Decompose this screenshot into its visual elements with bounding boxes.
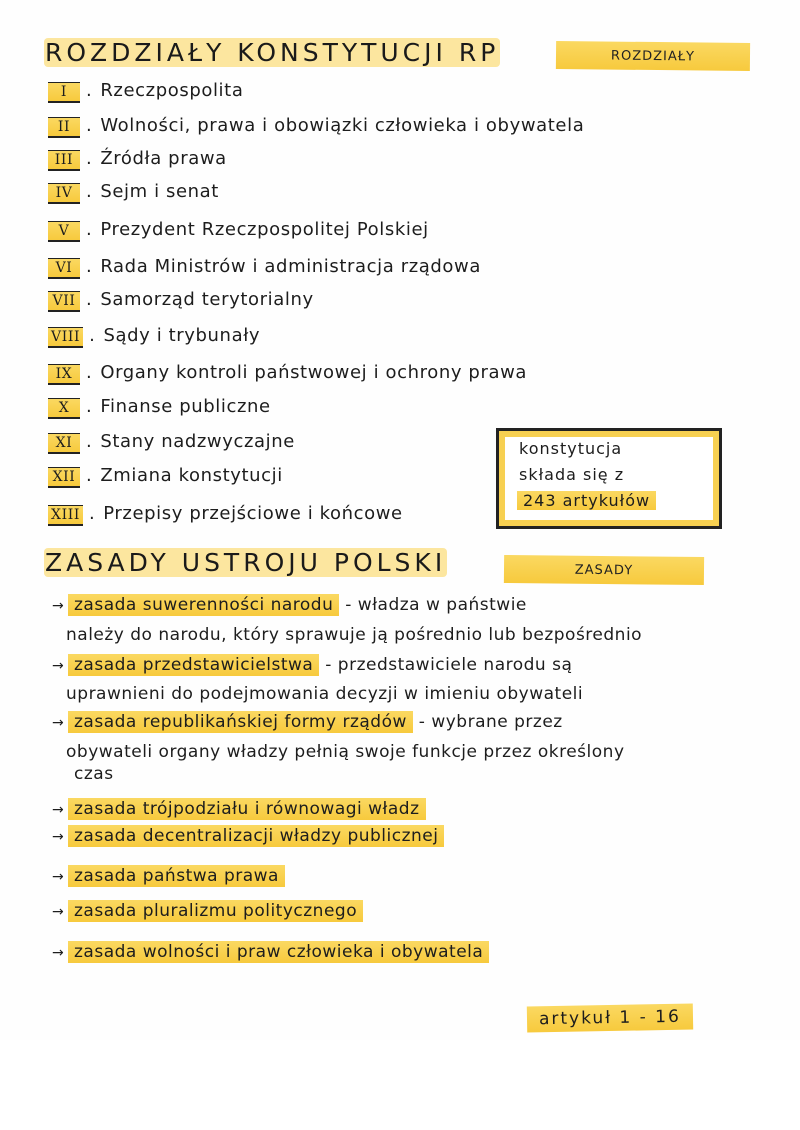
- principle-name: zasada suwerenności narodu: [68, 594, 339, 616]
- roman-numeral: IX: [48, 364, 80, 385]
- principle-desc: - przedstawiciele narodu są: [319, 655, 573, 675]
- principle-continuation: czas: [74, 764, 114, 784]
- roman-numeral: VI: [48, 258, 80, 279]
- chapter-label: Przepisy przejściowe i końcowe: [103, 503, 403, 524]
- chapter-label: Organy kontroli państwowej i ochrony prawa: [100, 362, 528, 383]
- principle-item: [52, 866, 285, 886]
- principle-name: zasada pluralizmu politycznego: [68, 900, 363, 922]
- arrow-icon: →: [52, 904, 65, 920]
- info-line-2: składa się z: [519, 465, 625, 484]
- chapter-label: Sejm i senat: [100, 181, 219, 202]
- arrow-icon: →: [52, 715, 65, 731]
- principle-item: [52, 655, 572, 675]
- principle-item: [52, 712, 563, 732]
- chapter-label: Wolności, prawa i obowiązki człowieka i obywatela: [100, 115, 585, 136]
- chapter-label: Stany nadzwyczajne: [100, 431, 295, 452]
- chapter-item: VII . Samorząd terytorialny: [48, 289, 314, 312]
- chapter-label: Rzeczpospolita: [100, 80, 244, 101]
- principle-continuation: należy do narodu, który sprawuje ją pośrednio lub bezpośrednio: [66, 625, 643, 645]
- principle-name: zasada trójpodziału i równowagi władz: [68, 798, 426, 820]
- roman-numeral: I: [48, 82, 80, 103]
- roman-numeral: VIII: [48, 327, 83, 348]
- arrow-icon: →: [52, 802, 65, 818]
- roman-numeral: XII: [48, 467, 80, 488]
- principle-item: [52, 595, 527, 615]
- chapter-item: XI . Stany nadzwyczajne: [48, 431, 295, 454]
- chapter-item: V . Prezydent Rzeczpospolitej Polskiej: [48, 219, 429, 242]
- principle-item: [52, 942, 489, 962]
- chapter-item: X . Finanse publiczne: [48, 396, 271, 419]
- principle-name: zasada decentralizacji władzy publicznej: [68, 825, 444, 847]
- arrow-icon: →: [52, 598, 65, 614]
- principle-desc: - wybrane przez: [412, 712, 563, 732]
- principle-item: [52, 799, 426, 819]
- principle-item: [52, 901, 363, 921]
- chapter-label: Prezydent Rzeczpospolitej Polskiej: [100, 219, 429, 240]
- chapter-item: I . Rzeczpospolita: [48, 80, 243, 103]
- principle-continuation: obywateli organy władzy pełnią swoje funkcje przez określony: [66, 742, 625, 762]
- title-text: ROZDZIAŁY KONSTYTUCJI RP: [45, 38, 500, 67]
- section-title-principles: [44, 548, 447, 577]
- chapter-item: IX . Organy kontroli państwowej i ochrony prawa: [48, 362, 527, 385]
- chapter-item: IV . Sejm i senat: [48, 181, 219, 204]
- roman-numeral: XIII: [48, 505, 83, 526]
- roman-numeral: II: [48, 117, 80, 138]
- roman-numeral: X: [48, 398, 80, 419]
- roman-numeral: V: [48, 221, 80, 242]
- page-margin: [0, 1040, 800, 1130]
- chapter-item: III . Źródła prawa: [48, 148, 227, 171]
- chapter-item: XII . Zmiana konstytucji: [48, 465, 283, 488]
- section-title-chapters: [44, 38, 500, 67]
- arrow-icon: →: [52, 869, 65, 885]
- arrow-icon: →: [52, 658, 65, 674]
- chapter-label: Rada Ministrów i administracja rządowa: [100, 256, 481, 277]
- principle-desc: - władza w państwie: [339, 595, 527, 615]
- principle-continuation: uprawnieni do podejmowania decyzji w imieniu obywateli: [66, 684, 584, 704]
- principle-name: zasada państwa prawa: [68, 865, 285, 887]
- chapter-item: VIII . Sądy i trybunały: [48, 325, 260, 348]
- principle-item: [52, 826, 444, 846]
- chapter-item: XIII . Przepisy przejściowe i końcowe: [48, 503, 403, 526]
- info-line-1: konstytucja: [519, 439, 623, 458]
- principle-name: zasada wolności i praw człowieka i obywatela: [68, 941, 489, 963]
- roman-numeral: III: [48, 150, 80, 171]
- constitution-info-box: [496, 428, 722, 529]
- roman-numeral: VII: [48, 291, 80, 312]
- chapter-item: VI . Rada Ministrów i administracja rządowa: [48, 256, 481, 279]
- chapter-label: Finanse publiczne: [100, 396, 271, 417]
- chapter-label: Zmiana konstytucji: [100, 465, 283, 486]
- chapter-label: Samorząd terytorialny: [100, 289, 314, 310]
- title-text: ZASADY USTROJU POLSKI: [45, 548, 447, 577]
- article-range-tag: artykuł 1 - 16: [527, 1004, 693, 1033]
- section-tag-chapters: ROZDZIAŁY: [556, 41, 750, 71]
- chapter-item: II . Wolności, prawa i obowiązki człowieka i obywatela: [48, 115, 584, 138]
- arrow-icon: →: [52, 945, 65, 961]
- info-line-3: 243 artykułów: [517, 491, 656, 510]
- roman-numeral: IV: [48, 183, 80, 204]
- arrow-icon: →: [52, 829, 65, 845]
- section-tag-principles: ZASADY: [504, 555, 704, 585]
- roman-numeral: XI: [48, 433, 80, 454]
- principle-name: zasada przedstawicielstwa: [68, 654, 319, 676]
- principle-name: zasada republikańskiej formy rządów: [68, 711, 413, 733]
- chapter-label: Źródła prawa: [100, 148, 227, 169]
- chapter-label: Sądy i trybunały: [103, 325, 261, 346]
